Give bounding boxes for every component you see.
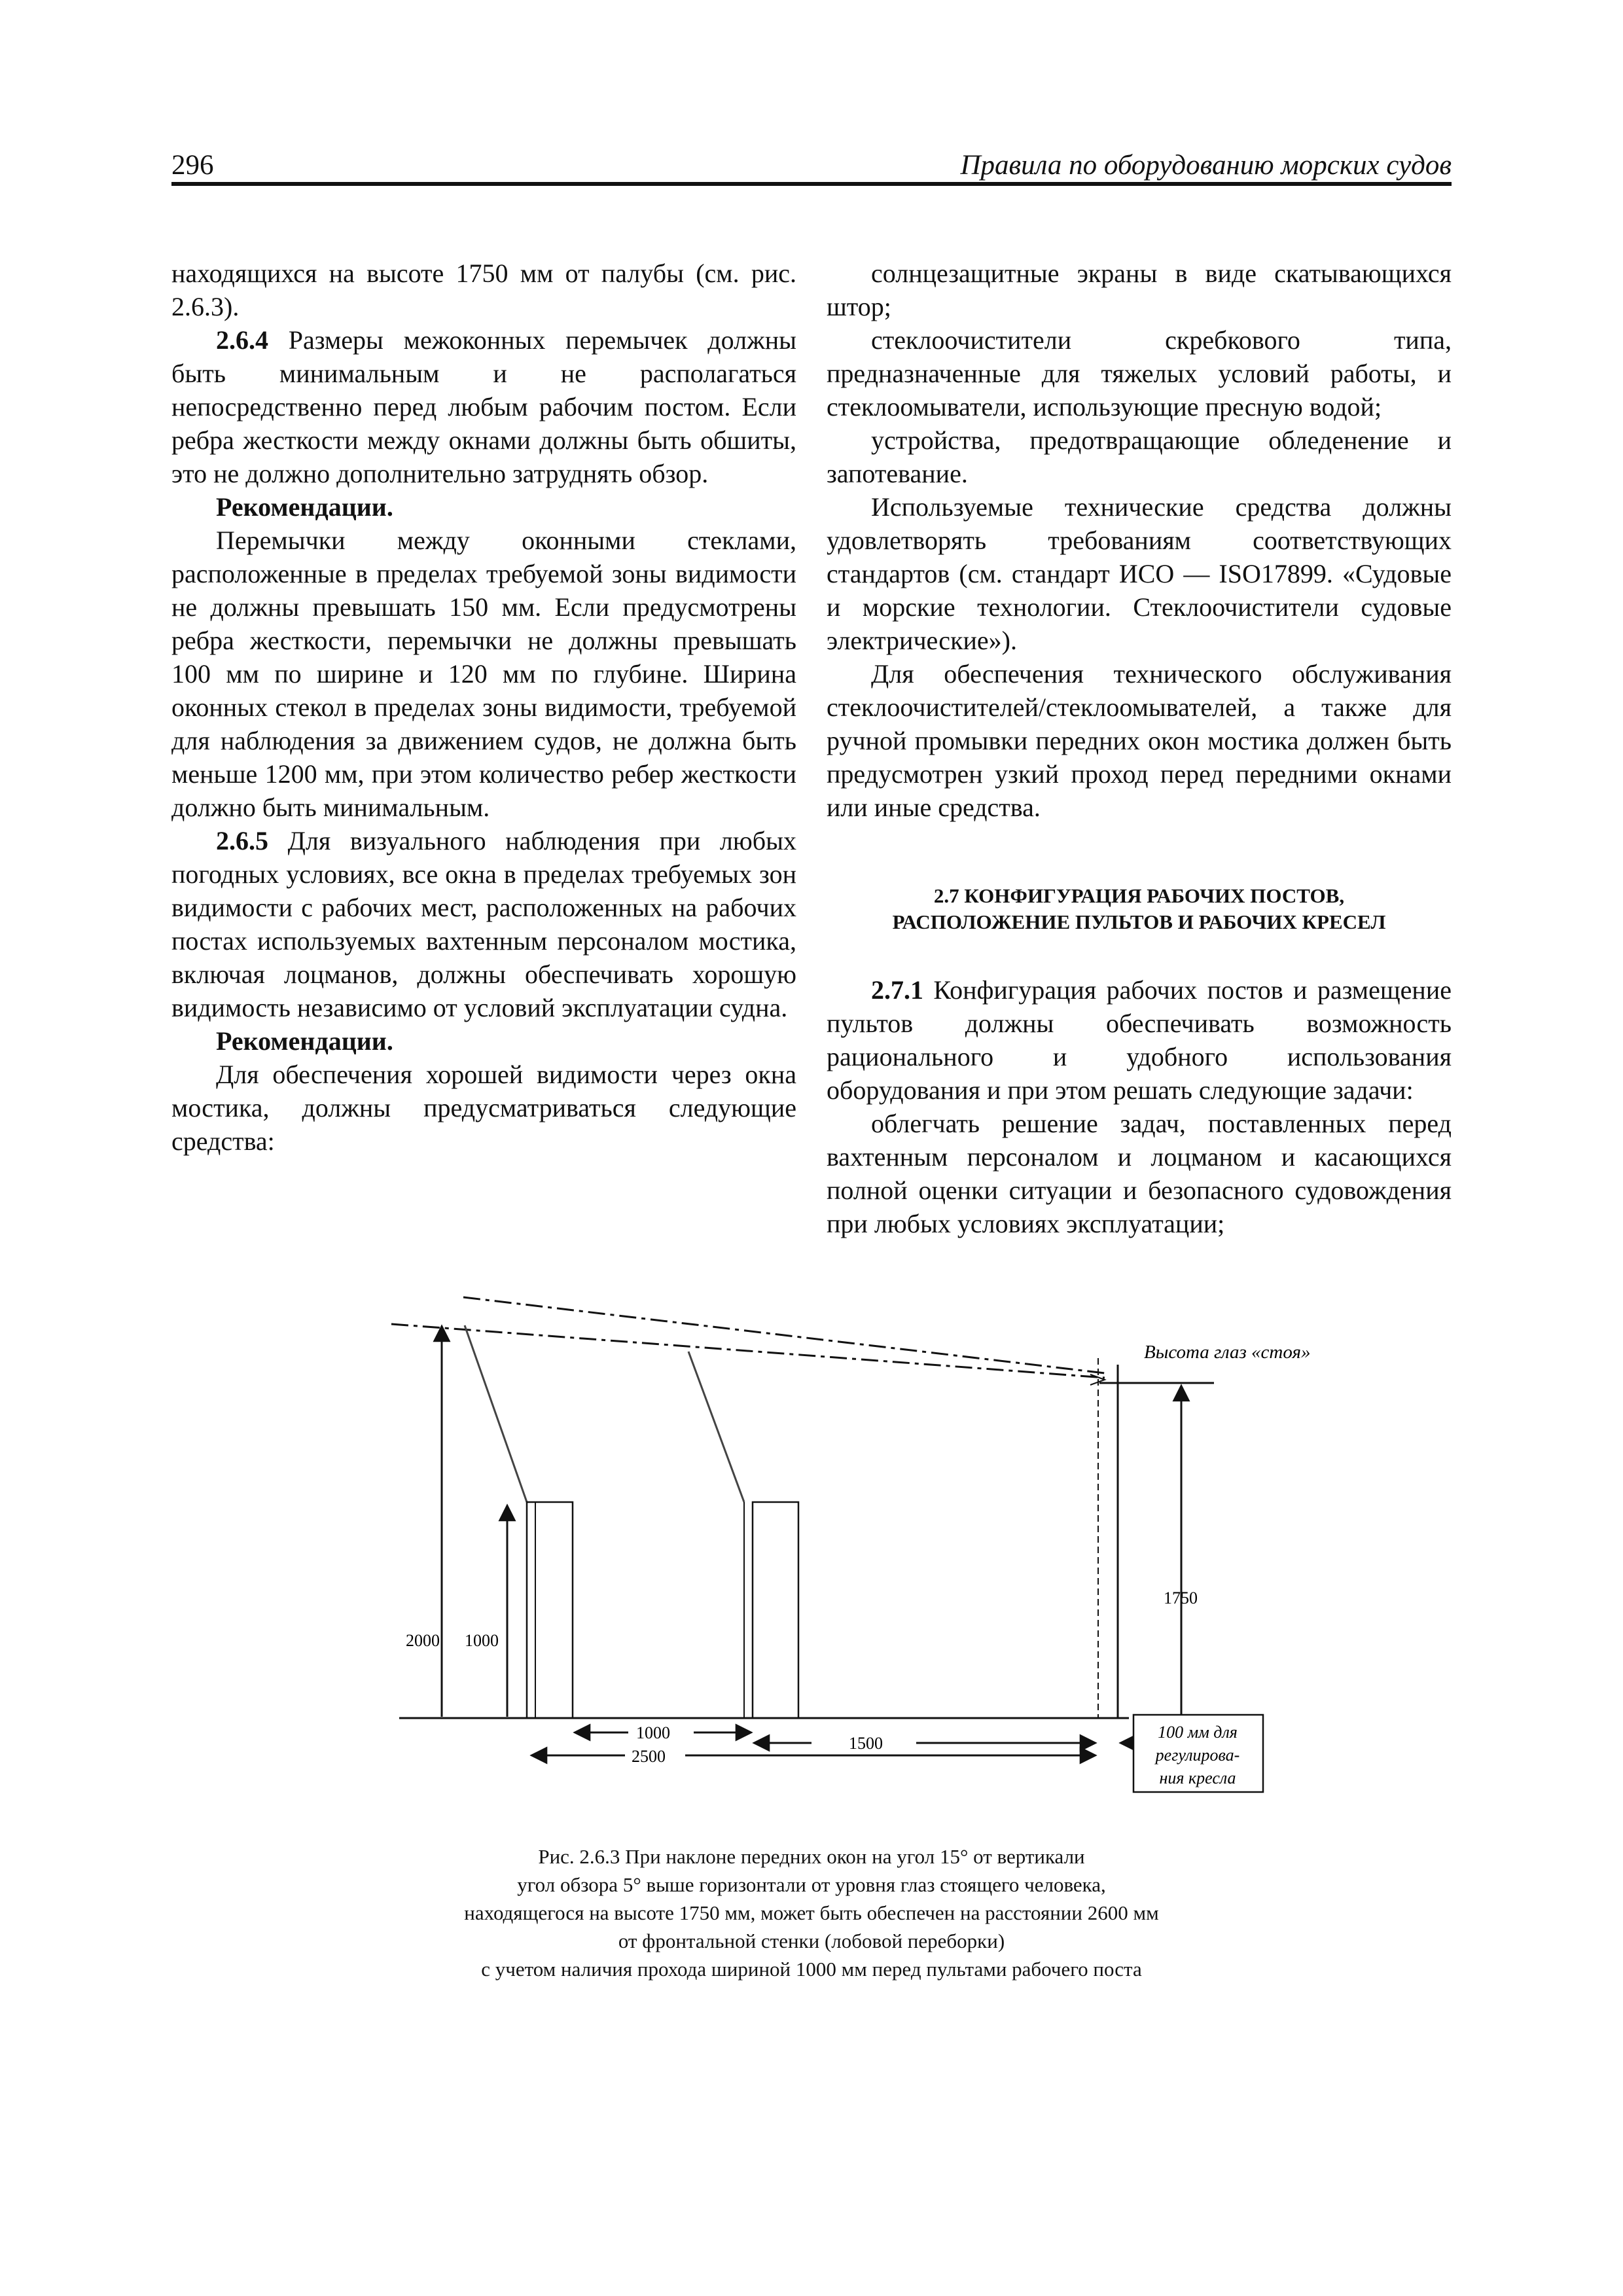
paragraph-text: Для визуального наблюдения при любых погодных условиях, все окна в пределах требуемых зон видимости с рабочих мест, расположенных на рабочих постах используемых вахтенным персоналом мостика, включая лоцманов, должны обеспечивать хорошую видимость независимо от условий эксплуатации судна. [171,826,796,1022]
paragraph [171,824,796,1024]
paragraph-text: Для обеспечения технического обслуживания стеклоочистителей/стеклоомывателей, а также для ручной промывки передних окон мостика должен быть предусмотрен узкий проход перед передними окнами или иные средства. [827,659,1452,822]
figure-caption [288,1842,1335,1983]
seat-note-line-1: 100 мм для [1158,1723,1238,1742]
clause-number: 2.7.1 [871,975,923,1005]
dim-2500-label: 2500 [632,1747,666,1766]
caption-line: Рис. 2.6.3 При наклоне передних окон на угол 15° от вертикали [538,1845,1085,1868]
paragraph-text: стеклоочистители скребкового типа, предназначенные для тяжелых условий работы, и стеклоомыватели, использующие пресную водой; [827,325,1452,422]
left-column [171,257,796,1158]
paragraph [171,323,796,490]
recommendations-heading [171,1024,796,1058]
paragraph [827,1107,1452,1240]
right-column [827,257,1452,1240]
dim-2000-label: 2000 [406,1631,440,1650]
dim-1750-label: 1750 [1164,1588,1198,1607]
paragraph-text: Конфигурация рабочих постов и размещение пультов должны обеспечивать возможность рационального и удобного использования оборудования и при этом решать следующие задачи: [827,975,1452,1105]
paragraph-text: Для обеспечения хорошей видимости через окна мостика, должны предусматриваться следующие средства: [171,1060,796,1156]
header-rule [171,182,1452,186]
paragraph-text: устройства, предотвращающие обледенение и запотевание. [827,425,1452,488]
recommendations-heading [171,490,796,524]
eye-height-label: Высота глаз «стоя» [1144,1342,1311,1363]
clause-number: 2.6.5 [216,826,268,855]
paragraph [171,524,796,824]
seat-note-line-2: регулирова- [1155,1746,1240,1765]
caption-line: находящегося на высоте 1750 мм, может быть обеспечен на расстоянии 2600 мм [464,1901,1159,1924]
seat-note-line-3: ния кресла [1159,1768,1236,1787]
paragraph [827,423,1452,490]
paragraph-text: находящихся на высоте 1750 мм от палубы (см. рис. 2.6.3). [171,259,796,321]
caption-line: с учетом наличия прохода шириной 1000 мм перед пультами рабочего поста [481,1958,1142,1981]
paragraph-text: Рекомендации. [216,492,393,522]
paragraph-text: Рекомендации. [216,1026,393,1056]
paragraph [827,323,1452,423]
paragraph [827,257,1452,323]
paragraph-text: Перемычки между оконными стеклами, расположенные в пределах требуемой зоны видимости не должны превышать 150 мм. Если предусмотрены ребра жесткости, перемычки не должны превышать 100 мм по ширине и 120 мм по глубине. Ширина оконных стекол в пределах зоны видимости, требуемой для наблюдения за движением судов, не должна быть меньше 1200 мм, при этом количество ребер жесткости должно быть минимальным. [171,526,796,822]
paragraph [827,657,1452,824]
caption-line: угол обзора 5° выше горизонтали от уровня глаз стоящего человека, [517,1873,1106,1896]
bridge-visibility-diagram [366,1263,1311,1806]
dim-1000-height-label: 1000 [465,1631,499,1650]
sight-line-lower [391,1324,1105,1378]
section-heading-line: РАСПОЛОЖЕНИЕ ПУЛЬТОВ И РАБОЧИХ КРЕСЕЛ [892,910,1386,933]
figure-2-6-3 [366,1263,1311,1806]
caption-line: от фронтальной стенки (лобовой переборки) [618,1929,1005,1952]
paragraph [827,490,1452,657]
paragraph-text: облегчать решение задач, поставленных перед вахтенным персоналом и лоцманом и касающихся полной оценки ситуации и безопасного судовождения при любых условиях эксплуатации; [827,1109,1452,1238]
clause-number: 2.6.4 [216,325,268,355]
console-1 [527,1502,573,1718]
paragraph-text: Используемые технические средства должны удовлетворять требованиям соответствующих стандартов (см. стандарт ИСО — ISO17899. «Судовые и морские технологии. Стеклоочистители судовые электрические»). [827,492,1452,655]
running-title: Правила по оборудованию морских судов [960,150,1452,181]
window-line-1 [465,1325,527,1502]
paragraph [827,973,1452,1107]
dim-1500-label: 1500 [849,1734,883,1753]
paragraph-text: солнцезащитные экраны в виде скатывающихся штор; [827,259,1452,321]
window-line-2 [688,1352,744,1502]
page-number: 296 [171,150,214,181]
paragraph [171,1058,796,1158]
sight-line-upper [463,1297,1105,1373]
paragraph-text: Размеры межоконных перемычек должны быть минимальным и не располагаться непосредственно перед любым рабочим постом. Если ребра жесткости между окнами должны быть обшиты, это не должно дополнительно затруднять обзор. [171,325,796,488]
dim-1000-width-label: 1000 [636,1723,670,1742]
console-2 [753,1502,798,1718]
section-heading-line: 2.7 КОНФИГУРАЦИЯ РАБОЧИХ ПОСТОВ, [933,884,1345,907]
paragraph [171,257,796,323]
section-heading [827,883,1452,935]
